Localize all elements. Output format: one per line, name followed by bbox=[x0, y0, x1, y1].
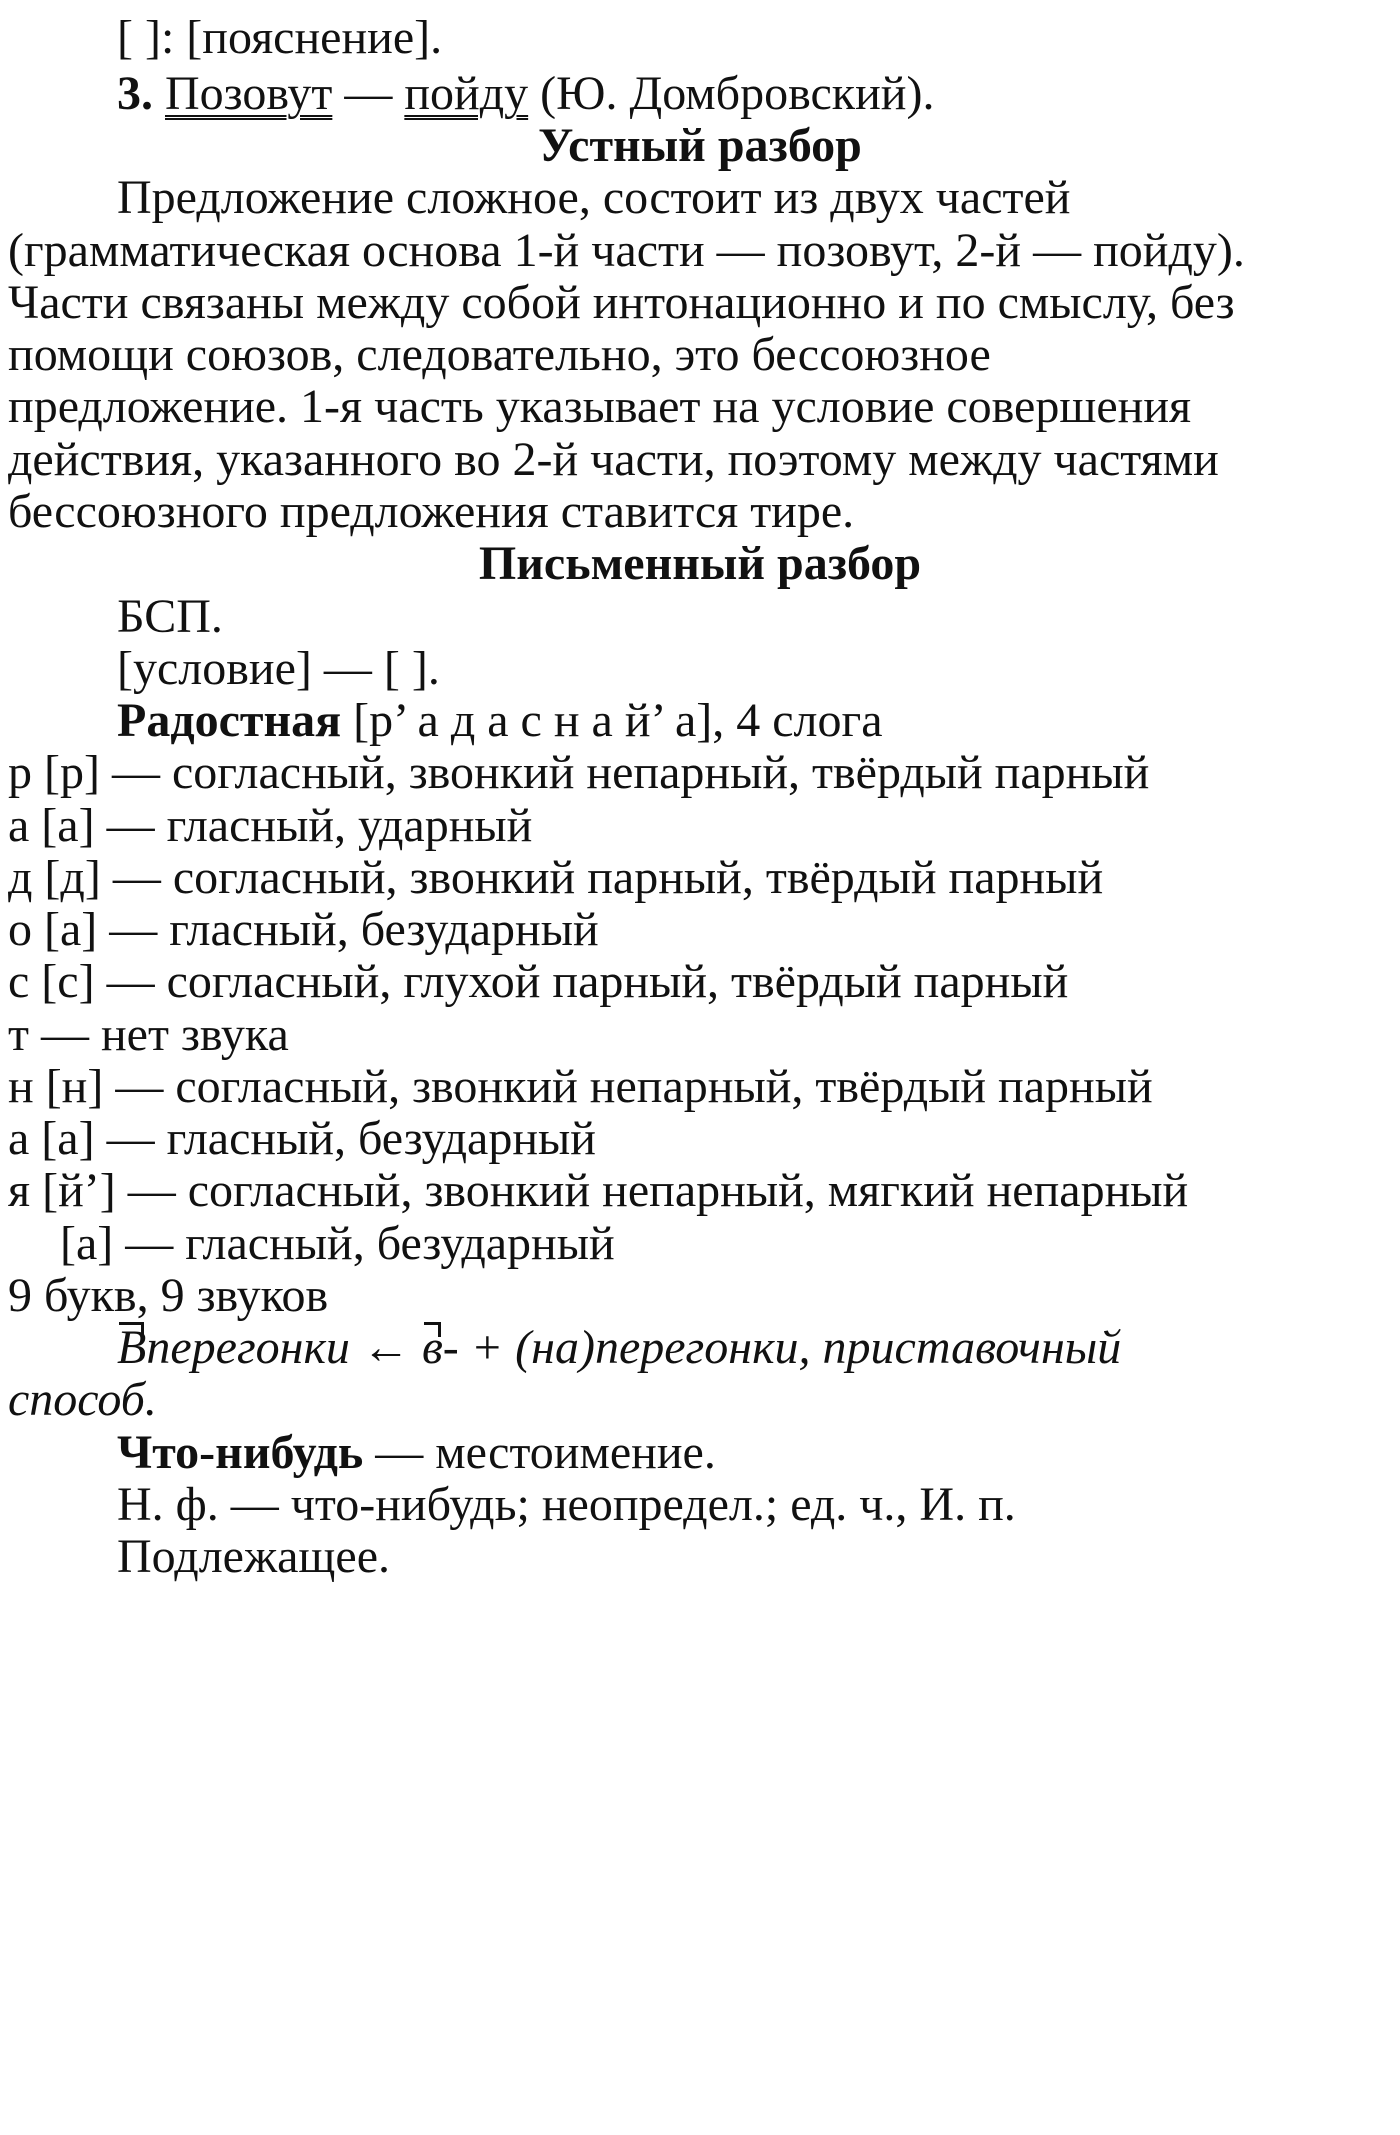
sentence-scheme: [условие] — [ ]. bbox=[117, 642, 440, 695]
transcription: [р’ а д а с н а й’ а], 4 слога bbox=[341, 694, 883, 747]
word-formation-text: перегонки ← bbox=[146, 1321, 422, 1374]
phonetic-row: [а] — гласный, безударный bbox=[60, 1217, 615, 1270]
oral-line-3: Части связаны между собой интонационно и по смыслу, без bbox=[8, 276, 1235, 329]
prefix-letter: В bbox=[117, 1318, 146, 1378]
morphology-header bbox=[117, 1423, 1400, 1483]
subject-word: Позовут bbox=[165, 67, 333, 120]
letters-sounds-count: 9 букв, 9 звуков bbox=[8, 1269, 329, 1322]
word-formation-source: - + (на)перегонки, приставочный bbox=[442, 1321, 1122, 1374]
oral-line-6: действия, указанного во 2-й части, поэтому между частями bbox=[8, 433, 1219, 486]
oral-line-4: помощи союзов, следовательно, это бессоюзное bbox=[8, 328, 991, 381]
example-3-sentence bbox=[117, 64, 1400, 124]
oral-line-7: бессоюзного предложения ставится тире. bbox=[8, 485, 855, 538]
initial-form: Н. ф. — что-нибудь; неопредел.; ед. ч., И. п. bbox=[117, 1478, 1016, 1531]
phonetic-row: д [д] — согласный, звонкий парный, твёрдый парный bbox=[8, 851, 1104, 904]
sentence-type: БСП. bbox=[117, 590, 223, 643]
phonetic-row: с [с] — согласный, глухой парный, твёрдый парный bbox=[8, 955, 1069, 1008]
heading-oral-analysis: Устный разбор bbox=[538, 119, 862, 172]
oral-line-1: Предложение сложное, состоит из двух частей bbox=[117, 171, 1071, 224]
phonetic-word-header bbox=[117, 691, 1400, 751]
phonetic-word: Радостная bbox=[117, 694, 342, 747]
example-number: 3. bbox=[117, 67, 153, 120]
part-of-speech: — местоимение. bbox=[363, 1426, 716, 1479]
phonetic-row: р [р] — согласный, звонкий непарный, твёрдый парный bbox=[8, 746, 1150, 799]
oral-line-5: предложение. 1-я часть указывает на условие совершения bbox=[8, 380, 1192, 433]
source-author: (Ю. Домбровский). bbox=[528, 67, 935, 120]
scheme-line-explanation: [ ]: [пояснение]. bbox=[117, 11, 443, 64]
prefix-morpheme: в bbox=[422, 1318, 443, 1378]
phonetic-row: а [а] — гласный, безударный bbox=[8, 1112, 596, 1165]
predicate-word: пойду bbox=[404, 67, 529, 120]
word-formation-method: способ. bbox=[8, 1373, 157, 1426]
heading-written-analysis: Письменный разбор bbox=[478, 537, 922, 590]
phonetic-row: н [н] — согласный, звонкий непарный, твёрдый парный bbox=[8, 1060, 1153, 1113]
phonetic-row: я [й’] — согласный, звонкий непарный, мягкий непарный bbox=[8, 1164, 1189, 1217]
oral-line-2: (грамматическая основа 1-й части — позовут, 2-й — пойду). bbox=[8, 224, 1245, 277]
syntactic-role: Подлежащее. bbox=[117, 1530, 390, 1583]
phonetic-row: а [а] — гласный, ударный bbox=[8, 799, 533, 852]
phonetic-row: т — нет звука bbox=[8, 1008, 289, 1061]
word-formation-line bbox=[117, 1318, 1400, 1378]
morphology-word: Что-нибудь bbox=[117, 1426, 364, 1479]
dash: — bbox=[332, 67, 405, 120]
phonetic-row: о [а] — гласный, безударный bbox=[8, 903, 599, 956]
